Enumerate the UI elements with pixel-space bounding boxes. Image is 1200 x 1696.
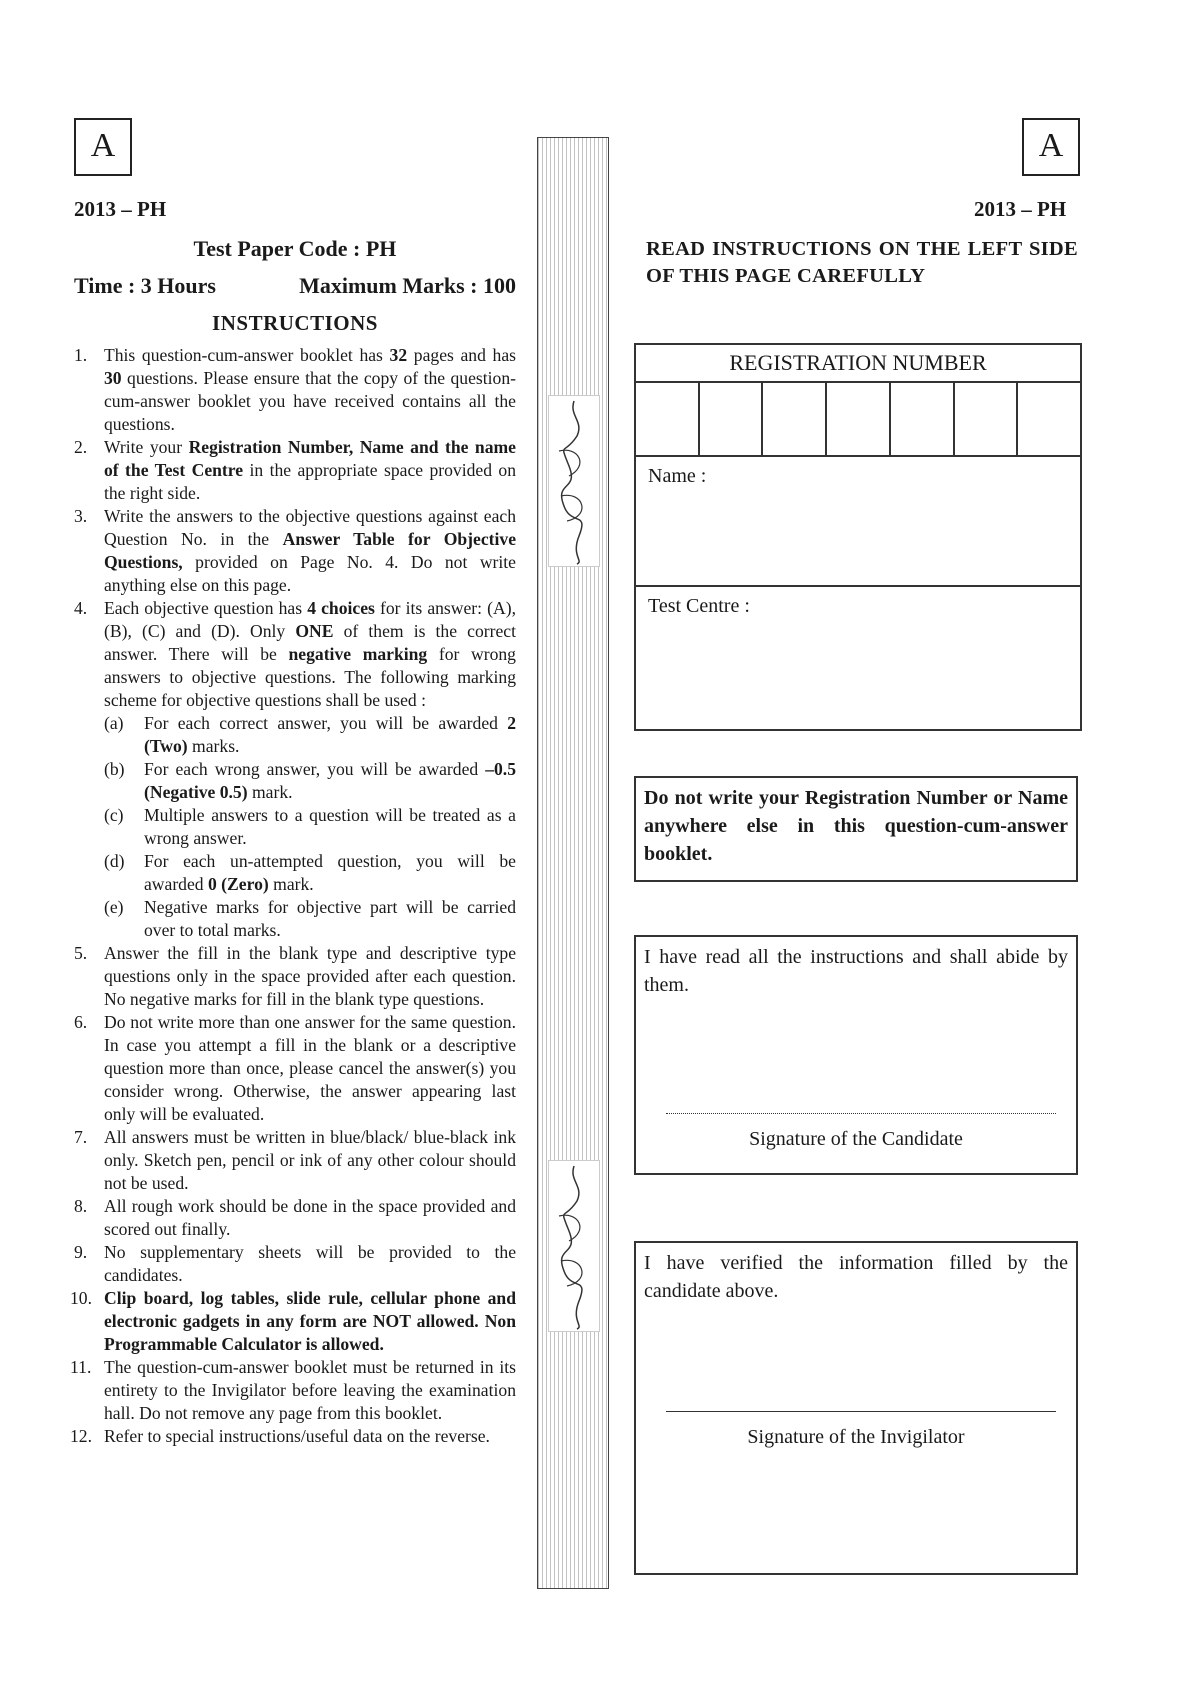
instruction-item: 1. This question-cum-answer booklet has 32 pages and has 30 questions. Please ensure that the copy of the question-cum-answer booklet you have received contains all the questions. <box>74 345 516 434</box>
registration-digit-cell[interactable] <box>891 383 955 455</box>
marking-scheme-item: (d) For each un-attempted question, you will be awarded 0 (Zero) mark. <box>104 851 516 894</box>
instruction-item: 3. Write the answers to the objective questions against each Question No. in the Answer Table for Objective Questions, provided on Page No. 4. Do not write anything else on this page. <box>74 506 516 595</box>
name-label: Name : <box>648 465 707 487</box>
candidate-declaration-box <box>634 935 1078 1175</box>
instruction-item: 2. Write your Registration Number, Name and the name of the Test Centre in the appropriate space provided on the right side. <box>74 437 516 503</box>
instruction-item: 11. The question-cum-answer booklet must be returned in its entirety to the Invigilator before leaving the examination hall. Do not remove any page from this booklet. <box>70 1357 516 1423</box>
marking-scheme-item: (a) For each correct answer, you will be awarded 2 (Two) marks. <box>104 713 516 756</box>
time-label: Time : 3 Hours <box>74 273 216 298</box>
signature-seal-top <box>548 395 600 567</box>
instruction-item: 10. Clip board, log tables, slide rule, cellular phone and electronic gadgets in any form are NOT allowed. Non Programmable Calculator is allowed. <box>70 1288 516 1354</box>
test-centre-label: Test Centre : <box>648 595 750 617</box>
marking-scheme-list <box>104 712 516 942</box>
test-centre-field[interactable] <box>636 587 1080 727</box>
paper-set-box-right <box>1022 118 1080 176</box>
paper-set-box <box>74 118 132 176</box>
instructions-list <box>70 344 516 1448</box>
verification-text: I have verified the information filled by the candidate above. <box>644 1252 1068 1302</box>
instruction-item: 4. Each objective question has 4 choices for its answer: (A), (B), (C) and (D). Only ONE of them is the correct answer. There will be negative marking for wrong answers to objective questions. The following marking scheme for objective questions shall be used : (a) For each correct answer, you will be awarded 2 (Two) marks. (b) For each wrong answer, you will be awarded –0.5 (Negative 0.5) mark. (c) Multiple answers to a question will be treated as a wrong answer. (d) For each un-attempted question, you will be awarded 0 (Zero) mark. (e) Negative marks for objective part will be carried over to total marks. <box>74 598 516 940</box>
marking-scheme-item: (b) For each wrong answer, you will be awarded –0.5 (Negative 0.5) mark. <box>104 759 516 802</box>
registration-title: REGISTRATION NUMBER <box>636 345 1080 383</box>
read-instructions-notice: READ INSTRUCTIONS ON THE LEFT SIDE OF THIS PAGE CAREFULLY <box>646 238 1078 287</box>
marking-scheme-item: (c) Multiple answers to a question will be treated as a wrong answer. <box>104 805 516 848</box>
registration-digit-cell[interactable] <box>955 383 1019 455</box>
registration-box <box>634 343 1082 731</box>
instructions-title: INSTRUCTIONS <box>212 311 378 335</box>
declaration-text: I have read all the instructions and shall abide by them. <box>644 946 1068 996</box>
warning-box: Do not write your Registration Number or Name anywhere else in this question-cum-answer booklet. <box>634 776 1078 882</box>
instruction-item: 5. Answer the fill in the blank type and descriptive type questions only in the space provided after each question. No negative marks for fill in the blank type questions. <box>74 943 516 1009</box>
registration-digit-cell[interactable] <box>1018 383 1080 455</box>
paper-set-letter: A <box>1038 127 1064 164</box>
registration-digit-cell[interactable] <box>636 383 700 455</box>
paper-code-right: 2013 – PH <box>974 197 1067 221</box>
registration-digit-cell[interactable] <box>700 383 764 455</box>
invigilator-signature-label: Signature of the Invigilator <box>747 1426 965 1448</box>
scribble-signature-icon <box>549 1161 599 1331</box>
instruction-item: 6. Do not write more than one answer for the same question. In case you attempt a fill in the blank or a descriptive question more than once, please cancel the answer(s) you consider wrong. Otherwise, the answer appearing last only will be evaluated. <box>74 1012 516 1124</box>
name-field[interactable] <box>636 457 1080 587</box>
registration-digit-cell[interactable] <box>827 383 891 455</box>
test-paper-code: Test Paper Code : PH <box>193 236 397 261</box>
paper-set-letter: A <box>90 127 116 164</box>
registration-digit-cell[interactable] <box>763 383 827 455</box>
marking-scheme-item: (e) Negative marks for objective part will be carried over to total marks. <box>104 897 516 940</box>
invigilator-verification-box <box>634 1241 1078 1575</box>
invigilator-signature-line[interactable] <box>666 1411 1056 1412</box>
scribble-signature-icon <box>549 396 599 566</box>
instruction-item: 7. All answers must be written in blue/black/ blue-black ink only. Sketch pen, pencil or ink of any other colour should not be used. <box>74 1127 516 1193</box>
instruction-item: 9. No supplementary sheets will be provided to the candidates. <box>74 1242 516 1285</box>
instruction-item: 8. All rough work should be done in the space provided and scored out finally. <box>74 1196 516 1239</box>
instruction-item: 12. Refer to special instructions/useful data on the reverse. <box>70 1426 490 1446</box>
time-marks-row <box>74 273 516 299</box>
candidate-signature-label: Signature of the Candidate <box>749 1128 963 1150</box>
paper-code-left: 2013 – PH <box>74 197 167 221</box>
candidate-signature-line[interactable] <box>666 1113 1056 1114</box>
security-strip <box>537 137 609 1589</box>
registration-number-cells[interactable] <box>636 383 1080 457</box>
max-marks-label: Maximum Marks : 100 <box>299 273 516 298</box>
signature-seal-bottom <box>548 1160 600 1332</box>
